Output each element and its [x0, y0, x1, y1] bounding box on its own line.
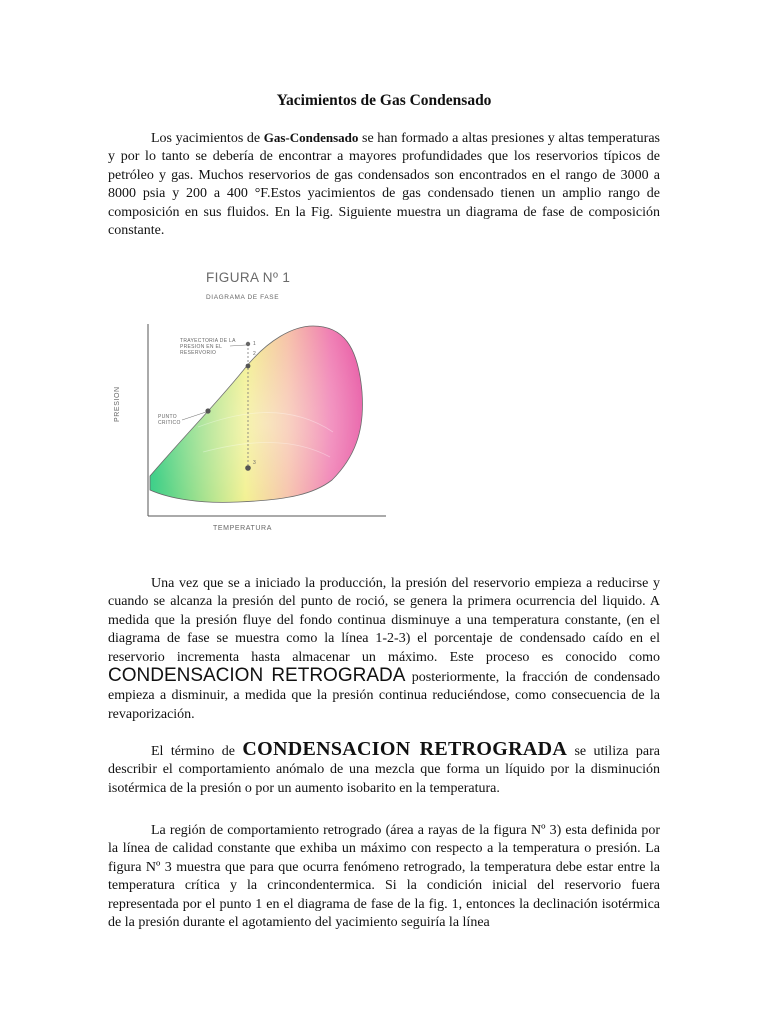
figure-title: FIGURA Nº 1 — [206, 270, 291, 285]
punto-critico-label: PUNTO CRITICO — [158, 414, 181, 426]
paragraph-production — [108, 575, 660, 724]
paragraph-definition — [108, 740, 660, 798]
paragraph-region-text: La región de comportamiento retrogrado (área a rayas de la figura Nº 3) esta definida por la línea de calidad constante que exhiba un máximo con respecto a la temperatura o presión. La figura Nº 3 muestra que para que ocurra fenómeno retrogrado, la temperatura debe estar entre la temperatura crítica y la crincondentermica. Si la condición inicial del reservorio fuera representada por el punto 1 en el diagrama de fase de la fig. 1, entonces la declinación isotérmica de la presión durante el agotamiento del yacimiento seguiría la línea — [108, 823, 660, 931]
point-2-label: 2 — [253, 351, 257, 357]
term-condensacion-retrograda-bold: CONDENSACION RETROGRADA — [242, 738, 568, 760]
y-axis-label: PRESION — [114, 386, 121, 422]
document-title: Yacimientos de Gas Condensado — [276, 92, 492, 109]
trayectoria-label: TRAYECTORIA DE LA PRESION EN EL RESERVORIO — [180, 338, 236, 356]
critical-point-marker — [205, 408, 210, 413]
term-gas-condensado: Gas-Condensado — [263, 130, 359, 145]
term-condensacion-retrograda: CONDENSACION RETROGRADA — [108, 665, 406, 687]
paragraph-definition-start: El término de — [151, 744, 243, 759]
paragraph-intro — [108, 129, 660, 240]
point-3-marker — [245, 465, 251, 471]
paragraph-intro-start: Los yacimientos de — [151, 131, 264, 146]
x-axis-label: TEMPERATURA — [213, 525, 272, 532]
paragraph-definition-rest: se utiliza para describir el comportamiento anómalo de una mezcla que forma un líquido por la disminución isotérmica de la presión o por un aumento isobarito en la temperatura. — [108, 744, 660, 796]
point-1-label: 1 — [253, 341, 257, 347]
paragraph-intro-rest: se han formado a altas presiones y altas temperaturas y por lo tanto se debería de encontrar a mayores profundidades que los reservorios típicos de petróleo y gas. Muchos reservorios de gas condensados son encontrados en el rango de 3000 a 8000 psia y 200 a 400 °F.Estos yacimientos de gas condensado tienen un amplio rango de composición en sus fluidos. En la Fig. Siguiente muestra un diagrama de fase de composición constante. — [108, 131, 660, 239]
point-2-marker — [246, 364, 251, 369]
paragraph-production-start: Una vez que se a iniciado la producción, la presión del reservorio empieza a reducirse y cuando se alcanza la presión del punto de roció, se genera la primera ocurrencia del liquido. A medida que la presión fluye del fondo continua disminuye a una temperatura constante, (en el diagrama de fase se muestra como la línea 1-2-3) el porcentaje de condensado caído en el reservorio incrementa hasta almacenar un máximo. Este proceso es conocido como — [108, 576, 660, 665]
point-3-label: 3 — [253, 460, 257, 466]
figure-subtitle: DIAGRAMA DE FASE — [206, 294, 280, 301]
paragraph-region — [108, 822, 660, 932]
paragraph-production-rest: posteriormente, la fracción de condensado empieza a disminuir, a medida que la presión continua reduciéndose, como consecuencia de la revaporización. — [108, 670, 660, 722]
phase-diagram-image — [118, 262, 408, 542]
phase-diagram-figure — [114, 262, 408, 542]
